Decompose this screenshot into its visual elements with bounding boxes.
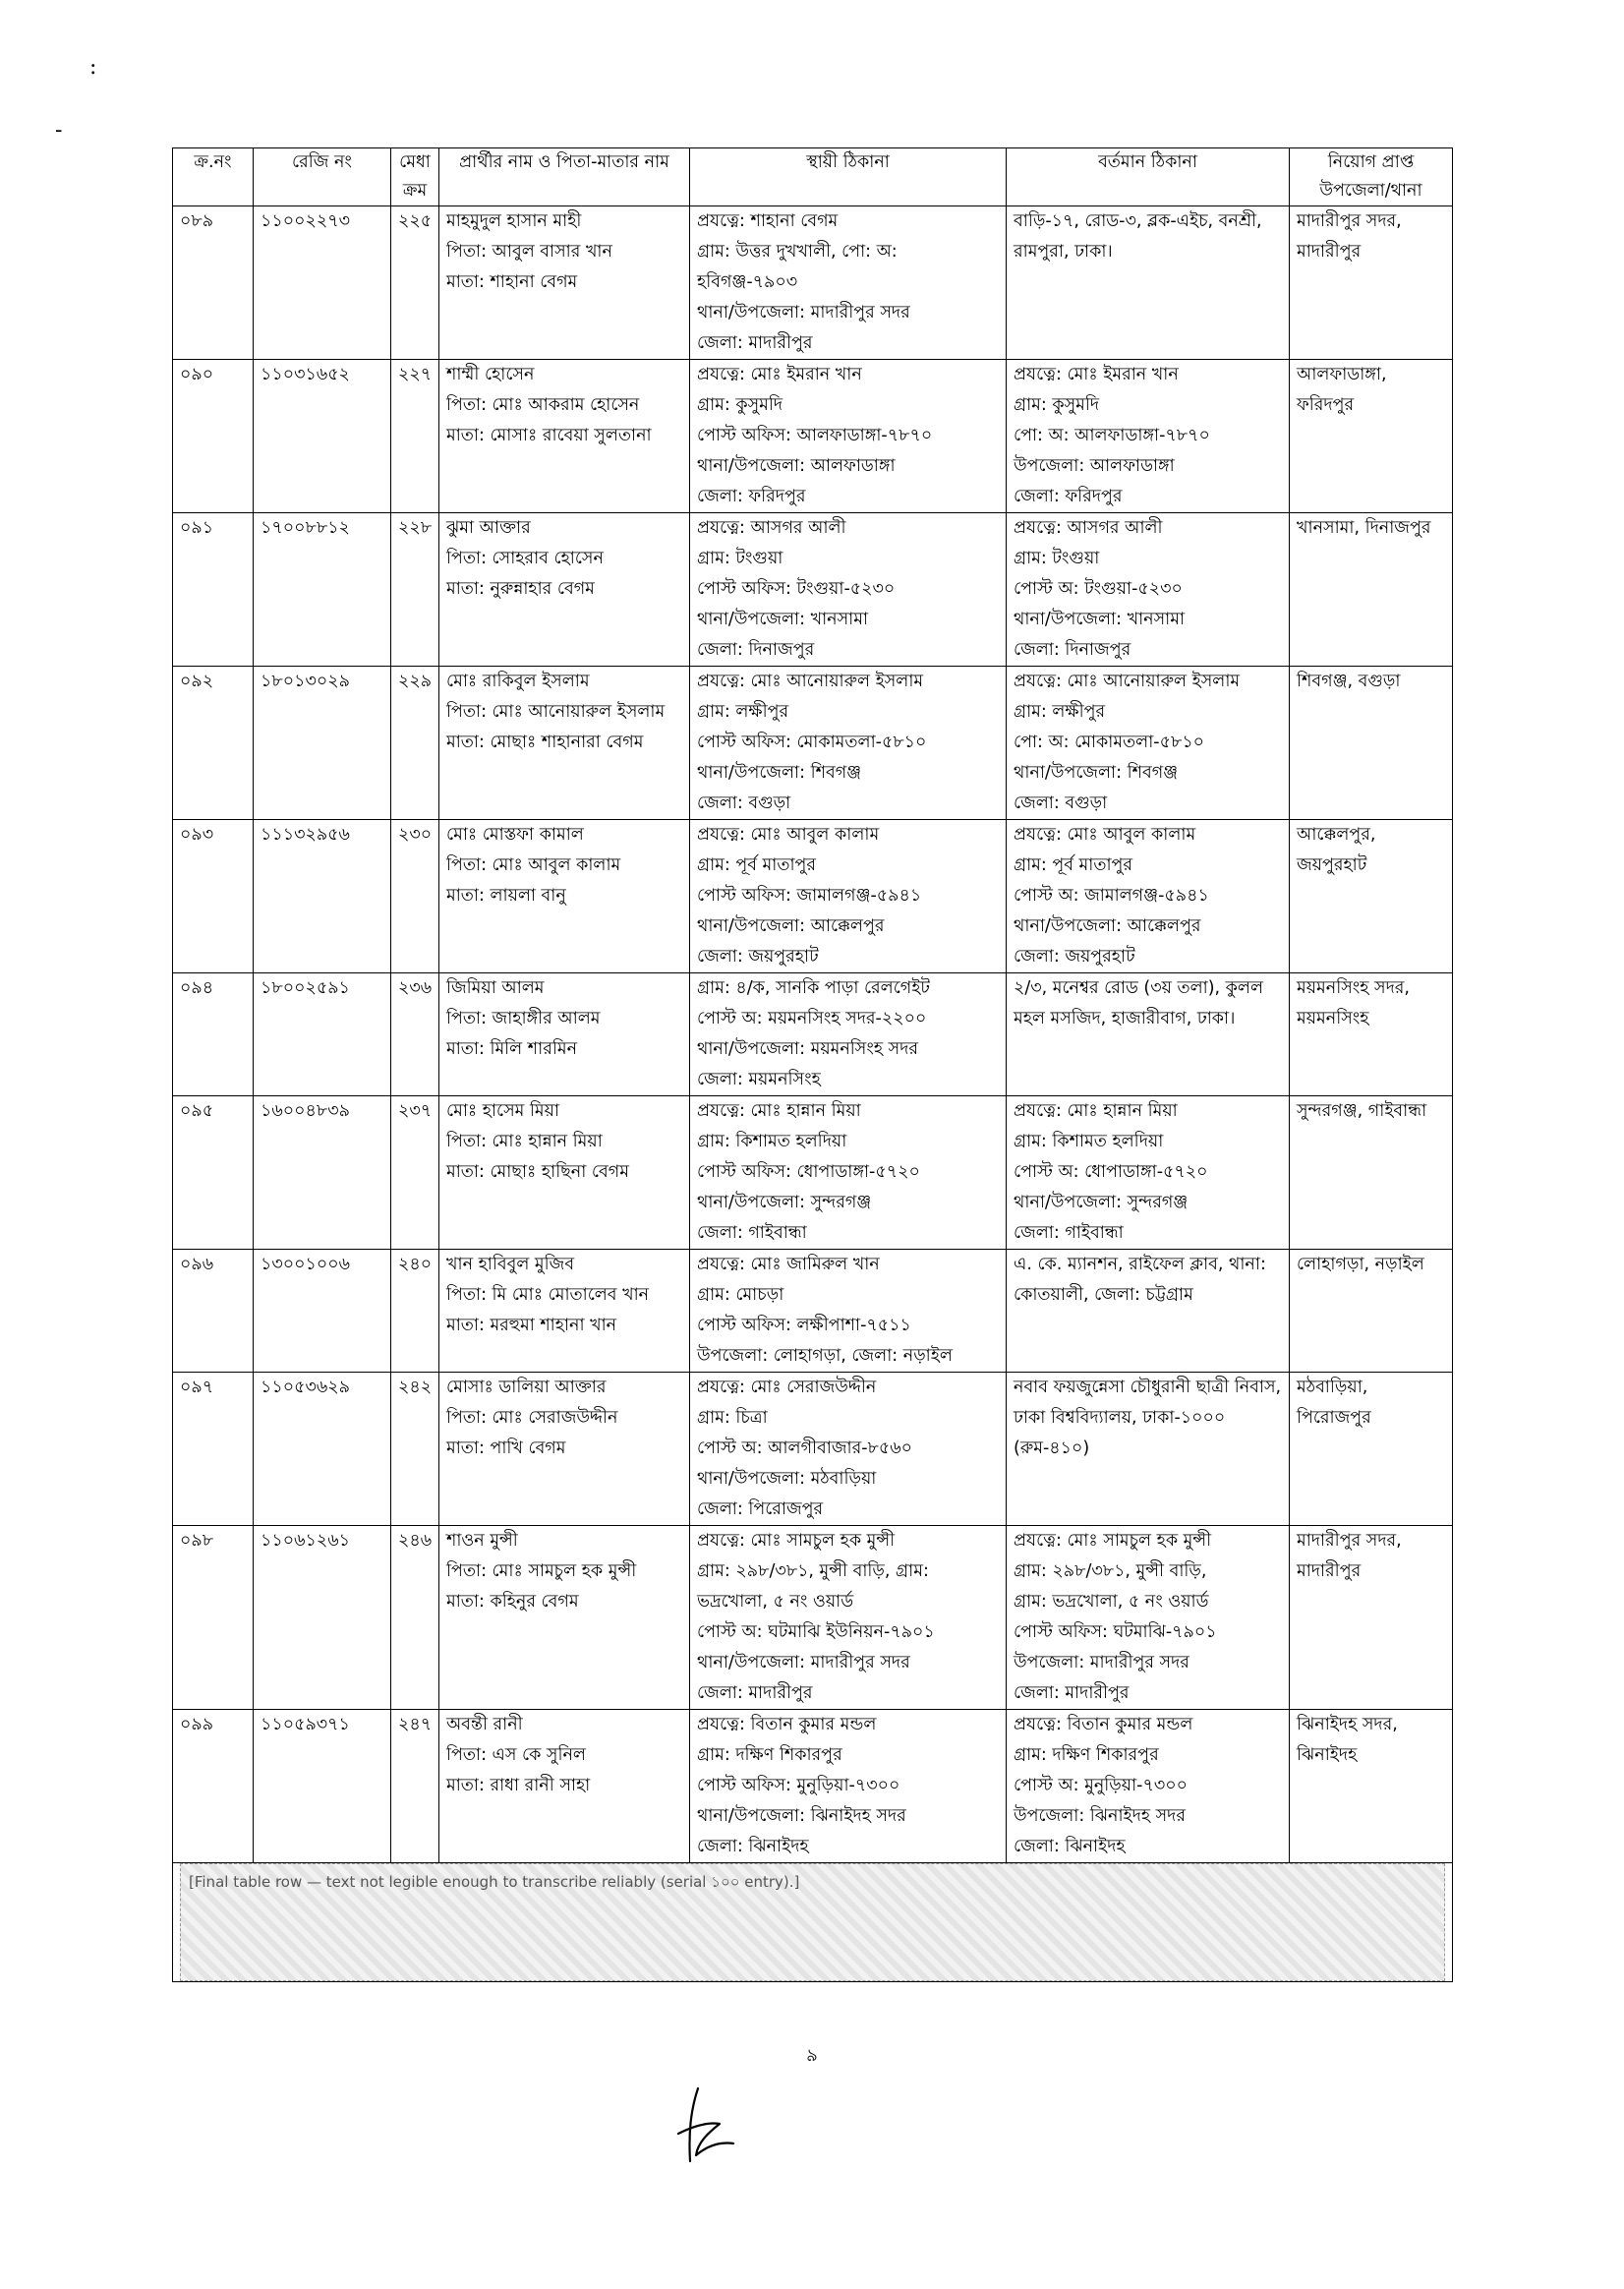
posting-cell: আক্কেলপুর, জয়পুরহাট	[1290, 820, 1453, 973]
merit-cell: ২২৫	[391, 206, 439, 360]
merit-cell: ২২৯	[391, 667, 439, 820]
header-candidate-name: প্রার্থীর নাম ও পিতা-মাতার নাম	[439, 148, 690, 206]
present-address-cell: প্রযত্নে: মোঃ হান্নান মিয়া গ্রাম: কিশামত হলদিয়া পোস্ট অ: ধোপাডাঙ্গা-৫৭২০ থানা/উপজেলা: সুন্দরগঞ্জ জেলা: গাইবান্ধা	[1007, 1096, 1290, 1250]
candidate-name-cell: ঝুমা আক্তার পিতা: সোহরাব হোসেন মাতা: নুরুন্নাহার বেগম	[439, 513, 690, 667]
serial-cell: ০৯৮	[173, 1526, 254, 1710]
merit-cell: ২২৮	[391, 513, 439, 667]
table-row	[173, 667, 1453, 820]
present-address-cell: প্রযত্নে: মোঃ ইমরান খান গ্রাম: কুসুমদি পো: অ: আলফাডাঙ্গা-৭৮৭০ উপজেলা: আলফাডাঙ্গা জেলা: ফরিদপুর	[1007, 360, 1290, 513]
candidate-name-cell: খান হাবিবুল মুজিব পিতা: মি মোঃ মোতালেব খান মাতা: মরহুমা শাহানা খান	[439, 1250, 690, 1373]
table-row	[173, 1096, 1453, 1250]
serial-cell: ০৯২	[173, 667, 254, 820]
candidate-name-cell: মোঃ হাসেম মিয়া পিতা: মোঃ হান্নান মিয়া মাতা: মোছাঃ হাছিনা বেগম	[439, 1096, 690, 1250]
serial-cell: ০৯৩	[173, 820, 254, 973]
permanent-address-cell: প্রযত্নে: মোঃ আনোয়ারুল ইসলাম গ্রাম: লক্ষীপুর পোস্ট অফিস: মোকামতলা-৫৮১০ থানা/উপজেলা: শিবগঞ্জ জেলা: বগুড়া	[690, 667, 1007, 820]
registration-cell: ১১০৫৯৩৭১	[254, 1710, 391, 1863]
unreadable-content-placeholder: [Final table row — text not legible enough to transcribe reliably (serial ১০০ entry).]	[180, 1863, 1445, 1981]
permanent-address-cell: গ্রাম: ৪/ক, সানকি পাড়া রেলগেইট পোস্ট অ: ময়মনসিংহ সদর-২২০০ থানা/উপজেলা: ময়মনসিংহ সদর জেলা: ময়মনসিংহ	[690, 973, 1007, 1096]
permanent-address-cell: প্রযত্নে: মোঃ জামিরুল খান গ্রাম: মোচড়া পোস্ট অফিস: লক্ষীপাশা-৭৫১১ উপজেলা: লোহাগড়া, জেলা: নড়াইল	[690, 1250, 1007, 1373]
table-row	[173, 206, 1453, 360]
merit-cell: ২৪৬	[391, 1526, 439, 1710]
posting-cell: ময়মনসিংহ সদর, ময়মনসিংহ	[1290, 973, 1453, 1096]
registration-cell: ১১০৬১২৬১	[254, 1526, 391, 1710]
header-permanent-address: স্থায়ী ঠিকানা	[690, 148, 1007, 206]
candidate-name-cell: শাওন মুন্সী পিতা: মোঃ সামচুল হক মুন্সী মাতা: কহিনুর বেগম	[439, 1526, 690, 1710]
corner-mark: :	[89, 55, 97, 80]
posting-cell: মাদারীপুর সদর, মাদারীপুর	[1290, 1526, 1453, 1710]
registration-cell: ১৮০১৩০২৯	[254, 667, 391, 820]
posting-cell: শিবগঞ্জ, বগুড়া	[1290, 667, 1453, 820]
candidate-table	[172, 147, 1453, 1982]
posting-cell: সুন্দরগঞ্জ, গাইবান্ধা	[1290, 1096, 1453, 1250]
posting-cell: ঝিনাইদহ সদর, ঝিনাইদহ	[1290, 1710, 1453, 1863]
table-row	[173, 1526, 1453, 1710]
registration-cell: ১১০০২২৭৩	[254, 206, 391, 360]
permanent-address-cell: প্রযত্নে: শাহানা বেগম গ্রাম: উত্তর দুখখালী, পো: অ: হবিগঞ্জ-৭৯০৩ থানা/উপজেলা: মাদারীপুর সদর জেলা: মাদারীপুর	[690, 206, 1007, 360]
registration-cell: ১১০৩১৬৫২	[254, 360, 391, 513]
candidate-table-container	[172, 147, 1452, 1982]
table-row	[173, 1250, 1453, 1373]
candidate-name-cell: অবন্তী রানী পিতা: এস কে সুনিল মাতা: রাধা রানী সাহা	[439, 1710, 690, 1863]
merit-cell: ২৪৭	[391, 1710, 439, 1863]
corner-mark: -	[55, 118, 63, 143]
present-address-cell: ২/৩, মনেশ্বর রোড (৩য় তলা), কুলল মহল মসজিদ, হাজারীবাগ, ঢাকা।	[1007, 973, 1290, 1096]
merit-cell: ২৩০	[391, 820, 439, 973]
present-address-cell: প্রযত্নে: আসগর আলী গ্রাম: টংগুয়া পোস্ট অ: টংগুয়া-৫২৩০ থানা/উপজেলা: খানসামা জেলা: দিনাজপুর	[1007, 513, 1290, 667]
posting-cell: মঠবাড়িয়া, পিরোজপুর	[1290, 1373, 1453, 1526]
registration-cell: ১১০৫৩৬২৯	[254, 1373, 391, 1526]
present-address-cell: প্রযত্নে: মোঃ আবুল কালাম গ্রাম: পূর্ব মাতাপুর পোস্ট অ: জামালগঞ্জ-৫৯৪১ থানা/উপজেলা: আক্কেলপুর জেলা: জয়পুরহাট	[1007, 820, 1290, 973]
permanent-address-cell: প্রযত্নে: মোঃ আবুল কালাম গ্রাম: পূর্ব মাতাপুর পোস্ট অফিস: জামালগঞ্জ-৫৯৪১ থানা/উপজেলা: আক্কেলপুর জেলা: জয়পুরহাট	[690, 820, 1007, 973]
candidate-name-cell: মোঃ মোস্তফা কামাল পিতা: মোঃ আবুল কালাম মাতা: লায়লা বানু	[439, 820, 690, 973]
table-row	[173, 973, 1453, 1096]
merit-cell: ২৪০	[391, 1250, 439, 1373]
serial-cell: ০৯৯	[173, 1710, 254, 1863]
serial-cell: ০৯৭	[173, 1373, 254, 1526]
table-row	[173, 1373, 1453, 1526]
merit-cell: ২৪২	[391, 1373, 439, 1526]
present-address-cell: নবাব ফয়জুন্নেসা চৌধুরানী ছাত্রী নিবাস, ঢাকা বিশ্ববিদ্যালয়, ঢাকা-১০০০ (রুম-৪১০)	[1007, 1373, 1290, 1526]
candidate-name-cell: মোসাঃ ডালিয়া আক্তার পিতা: মোঃ সেরাজউদ্দীন মাতা: পাখি বেগম	[439, 1373, 690, 1526]
unreadable-row-placeholder	[173, 1863, 1453, 1982]
serial-cell: ০৯৫	[173, 1096, 254, 1250]
serial-cell: ০৯০	[173, 360, 254, 513]
candidate-name-cell: মোঃ রাকিবুল ইসলাম পিতা: মোঃ আনোয়ারুল ইসলাম মাতা: মোছাঃ শাহানারা বেগম	[439, 667, 690, 820]
present-address-cell: বাড়ি-১৭, রোড-৩, ব্লক-এইচ, বনশ্রী, রামপুরা, ঢাকা।	[1007, 206, 1290, 360]
serial-cell: ০৯৪	[173, 973, 254, 1096]
posting-cell: লোহাগড়া, নড়াইল	[1290, 1250, 1453, 1373]
registration-cell: ১৮০০২৫৯১	[254, 973, 391, 1096]
table-header-row	[173, 148, 1453, 206]
merit-cell: ২২৭	[391, 360, 439, 513]
permanent-address-cell: প্রযত্নে: মোঃ সেরাজউদ্দীন গ্রাম: চিত্রা পোস্ট অ: আলগীবাজার-৮৫৬০ থানা/উপজেলা: মঠবাড়িয়া জেলা: পিরোজপুর	[690, 1373, 1007, 1526]
candidate-name-cell: শাম্মী হোসেন পিতা: মোঃ আকরাম হোসেন মাতা: মোসাঃ রাবেয়া সুলতানা	[439, 360, 690, 513]
merit-cell: ২৩৬	[391, 973, 439, 1096]
permanent-address-cell: প্রযত্নে: মোঃ ইমরান খান গ্রাম: কুসুমদি পোস্ট অফিস: আলফাডাঙ্গা-৭৮৭০ থানা/উপজেলা: আলফাডাঙ্গা জেলা: ফরিদপুর	[690, 360, 1007, 513]
posting-cell: মাদারীপুর সদর, মাদারীপুর	[1290, 206, 1453, 360]
candidate-name-cell: মাহমুদুল হাসান মাহী পিতা: আবুল বাসার খান মাতা: শাহানা বেগম	[439, 206, 690, 360]
signature-mark	[659, 2077, 757, 2175]
merit-cell: ২৩৭	[391, 1096, 439, 1250]
header-registration: রেজি নং	[254, 148, 391, 206]
header-serial: ক্র.নং	[173, 148, 254, 206]
table-row	[173, 1863, 1453, 1982]
registration-cell: ১৩০০১০০৬	[254, 1250, 391, 1373]
table-row	[173, 820, 1453, 973]
registration-cell: ১৭০০৮৮১২	[254, 513, 391, 667]
registration-cell: ১১১৩২৯৫৬	[254, 820, 391, 973]
header-posting: নিয়োগ প্রাপ্ত উপজেলা/থানা	[1290, 148, 1453, 206]
present-address-cell: প্রযত্নে: মোঃ সামচুল হক মুন্সী গ্রাম: ২৯৮/৩৮১, মুন্সী বাড়ি, গ্রাম: ভদ্রখোলা, ৫ নং ওয়ার্ড পোস্ট অফিস: ঘটমাঝি-৭৯০১ উপজেলা: মাদারীপুর সদর জেলা: মাদারীপুর	[1007, 1526, 1290, 1710]
page-number: ৯	[806, 2045, 818, 2066]
serial-cell: ০৮৯	[173, 206, 254, 360]
posting-cell: খানসামা, দিনাজপুর	[1290, 513, 1453, 667]
permanent-address-cell: প্রযত্নে: মোঃ সামচুল হক মুন্সী গ্রাম: ২৯৮/৩৮১, মুন্সী বাড়ি, গ্রাম: ভদ্রখোলা, ৫ নং ওয়ার্ড পোস্ট অ: ঘটমাঝি ইউনিয়ন-৭৯০১ থানা/উপজেলা: মাদারীপুর সদর জেলা: মাদারীপুর	[690, 1526, 1007, 1710]
table-row	[173, 513, 1453, 667]
header-merit: মেধা ক্রম	[391, 148, 439, 206]
posting-cell: আলফাডাঙ্গা, ফরিদপুর	[1290, 360, 1453, 513]
table-row	[173, 1710, 1453, 1863]
candidate-name-cell: জিমিয়া আলম পিতা: জাহাঙ্গীর আলম মাতা: মিলি শারমিন	[439, 973, 690, 1096]
table-row	[173, 360, 1453, 513]
present-address-cell: এ. কে. ম্যানশন, রাইফেল ক্লাব, থানা: কোতয়ালী, জেলা: চট্টগ্রাম	[1007, 1250, 1290, 1373]
serial-cell: ০৯১	[173, 513, 254, 667]
registration-cell: ১৬০০৪৮৩৯	[254, 1096, 391, 1250]
present-address-cell: প্রযত্নে: বিতান কুমার মন্ডল গ্রাম: দক্ষিণ শিকারপুর পোস্ট অ: মুনুড়িয়া-৭৩০০ উপজেলা: ঝিনাইদহ সদর জেলা: ঝিনাইদহ	[1007, 1710, 1290, 1863]
permanent-address-cell: প্রযত্নে: আসগর আলী গ্রাম: টংগুয়া পোস্ট অফিস: টংগুয়া-৫২৩০ থানা/উপজেলা: খানসামা জেলা: দিনাজপুর	[690, 513, 1007, 667]
serial-cell: ০৯৬	[173, 1250, 254, 1373]
permanent-address-cell: প্রযত্নে: বিতান কুমার মন্ডল গ্রাম: দক্ষিণ শিকারপুর পোস্ট অফিস: মুনুড়িয়া-৭৩০০ থানা/উপজেলা: ঝিনাইদহ সদর জেলা: ঝিনাইদহ	[690, 1710, 1007, 1863]
present-address-cell: প্রযত্নে: মোঃ আনোয়ারুল ইসলাম গ্রাম: লক্ষীপুর পো: অ: মোকামতলা-৫৮১০ থানা/উপজেলা: শিবগঞ্জ জেলা: বগুড়া	[1007, 667, 1290, 820]
permanent-address-cell: প্রযত্নে: মোঃ হান্নান মিয়া গ্রাম: কিশামত হলদিয়া পোস্ট অফিস: ধোপাডাঙ্গা-৫৭২০ থানা/উপজেলা: সুন্দরগঞ্জ জেলা: গাইবান্ধা	[690, 1096, 1007, 1250]
header-present-address: বর্তমান ঠিকানা	[1007, 148, 1290, 206]
